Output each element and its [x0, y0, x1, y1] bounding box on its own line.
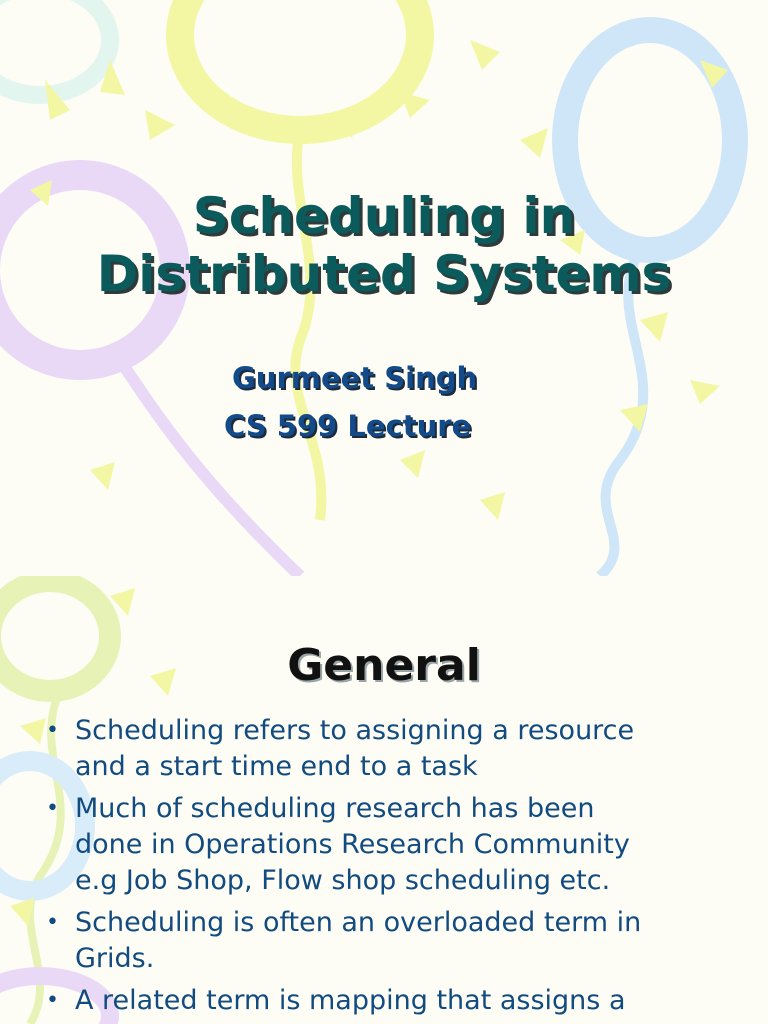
- bullet-line: Much of scheduling research has been: [75, 793, 595, 824]
- bullet-line: A related term is mapping that assigns a: [75, 985, 626, 1016]
- bullet-icon: •: [46, 988, 59, 1013]
- bullet-line: and a start time end to a task: [75, 751, 478, 782]
- bullet-list: [44, 713, 734, 1024]
- title-line-2: Distributed Systems: [96, 245, 672, 303]
- slide-heading: General: [287, 640, 481, 691]
- author-name: Gurmeet Singh: [232, 361, 478, 395]
- bullet-line: Scheduling is often an overloaded term in: [75, 907, 642, 938]
- course-label: CS 599 Lecture: [224, 409, 472, 443]
- bullet-line: e.g Job Shop, Flow shop scheduling etc.: [75, 865, 611, 896]
- bullet-line: Grids.: [75, 943, 155, 974]
- bullet-icon: •: [46, 718, 59, 743]
- list-item: [44, 713, 734, 785]
- bullet-line: done in Operations Research Community: [75, 829, 630, 860]
- list-item: [44, 905, 734, 977]
- slide-general: [0, 576, 768, 1024]
- bullet-icon: •: [46, 796, 59, 821]
- list-item: [44, 983, 734, 1019]
- list-item: [44, 791, 734, 899]
- bullet-line: Scheduling refers to assigning a resource: [75, 715, 635, 746]
- bullet-icon: •: [46, 910, 59, 935]
- title-line-1: Scheduling in: [192, 187, 576, 245]
